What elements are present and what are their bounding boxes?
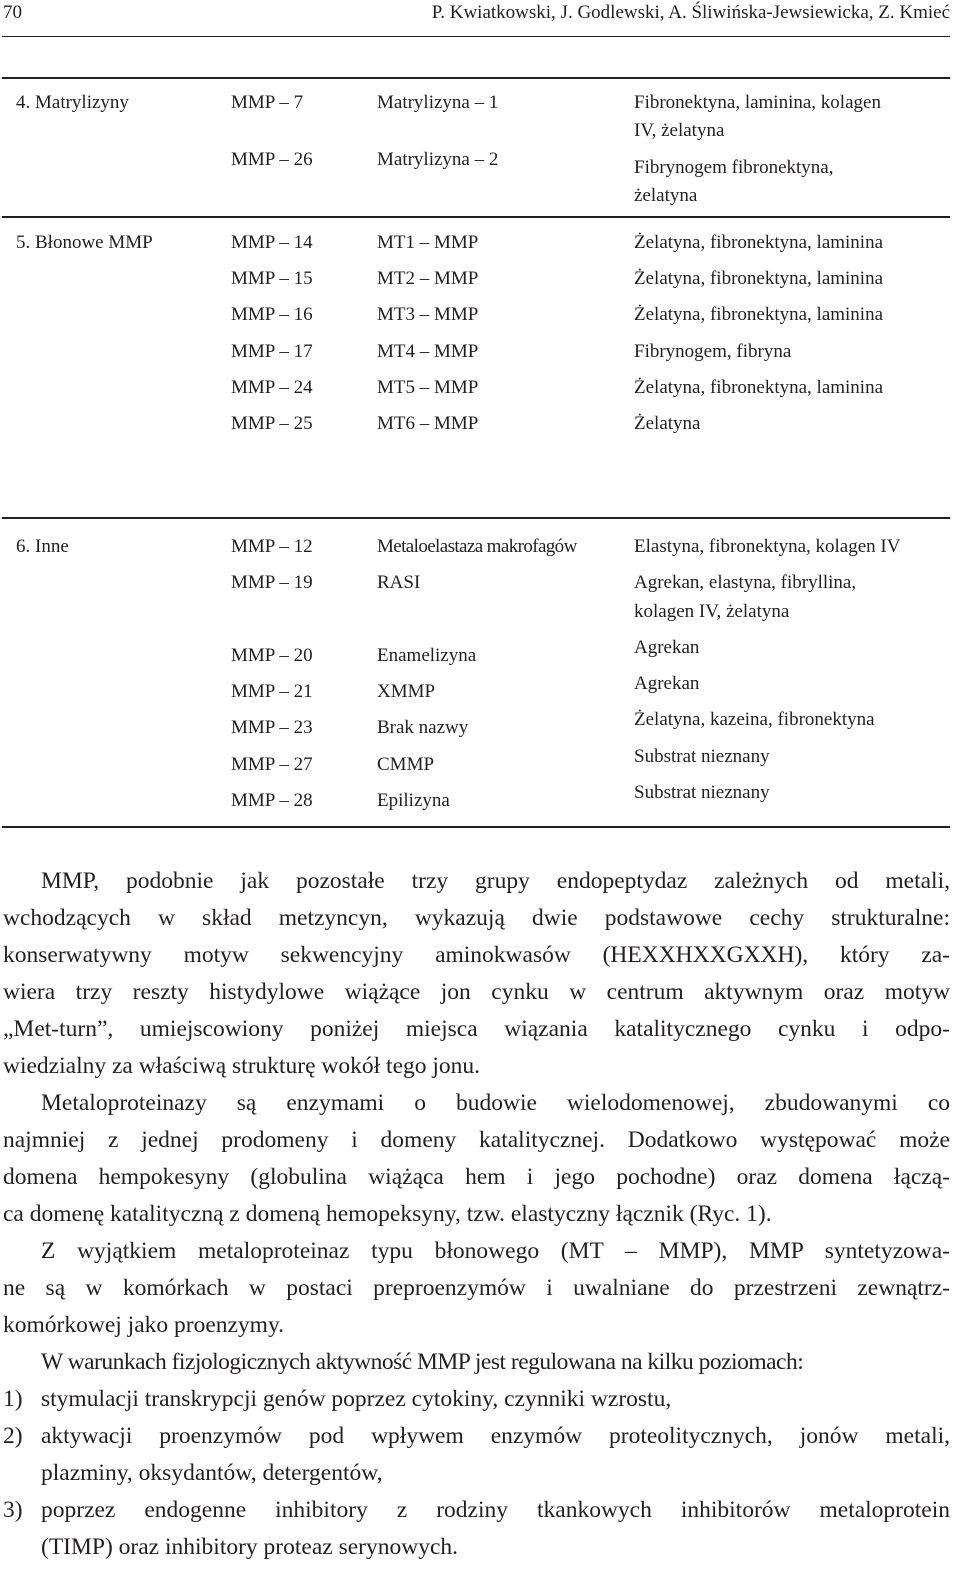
table-top-rule	[2, 77, 950, 79]
table-bottom-rule	[2, 826, 950, 828]
enzyme-name: MT2 – MMP	[377, 268, 479, 289]
enzyme-name: MT4 – MMP	[377, 341, 479, 362]
paragraph-line: wchodzących w skład metzyncyn, wykazują dwie podstawowe cechy strukturalne:	[3, 905, 950, 931]
substrate-text: żelatyna	[634, 185, 698, 206]
group-label-inne: 6. Inne	[16, 536, 69, 557]
group-label-matrylizyny: 4. Matrylizyny	[16, 92, 129, 113]
running-header-authors: P. Kwiatkowski, J. Godlewski, A. Śliwińska-Jewsiewicka, Z. Kmieć	[431, 2, 950, 23]
list-item-text: aktywacji proenzymów pod wpływem enzymów proteolitycznych, jonów metali,	[41, 1423, 950, 1449]
substrate-text: Substrat nieznany	[634, 782, 770, 803]
substrate-text: Agrekan, elastyna, fibryllina,	[634, 572, 857, 593]
enzyme-name: RASI	[377, 572, 421, 593]
paragraph-line: ca domenę katalityczną z domeną hemopeksyny, tzw. elastyczny łącznik (Ryc. 1).	[3, 1201, 772, 1227]
enzyme-name: Brak nazwy	[377, 717, 469, 738]
enzyme-name: Metaloelastaza makrofagów	[377, 536, 577, 557]
enzyme-name: Epilizyna	[377, 790, 450, 811]
substrate-text: IV, żelatyna	[634, 120, 725, 141]
list-item-text: (TIMP) oraz inhibitory proteaz serynowych.	[41, 1534, 458, 1560]
substrate-text: Żelatyna	[634, 413, 701, 434]
substrate-text: kolagen IV, żelatyna	[634, 601, 790, 622]
enzyme-name: CMMP	[377, 754, 435, 775]
substrate-text: Fibronektyna, laminina, kolagen	[634, 92, 881, 113]
paragraph-line: wiera trzy reszty histydylowe wiążące jon cynku w centrum aktywnym oraz motyw	[3, 979, 950, 1005]
list-number: 1)	[3, 1386, 23, 1412]
mmp-code: MMP – 20	[231, 645, 313, 666]
mmp-code: MMP – 23	[231, 717, 313, 738]
paragraph-line: ne są w komórkach w postaci preproenzymów i uwalniane do przestrzeni zewnątrz-	[3, 1275, 950, 1301]
table-group-rule	[2, 216, 950, 218]
substrate-text: Elastyna, fibronektyna, kolagen IV	[634, 536, 901, 557]
paragraph-line: wiedzialny za właściwą strukturę wokół tego jonu.	[3, 1053, 481, 1079]
mmp-code: MMP – 16	[231, 304, 313, 325]
enzyme-name: Enamelizyna	[377, 645, 477, 666]
paragraph-line: MMP, podobnie jak pozostałe trzy grupy endopeptydaz zależnych od metali,	[41, 868, 950, 894]
paragraph-line: Z wyjątkiem metaloproteinaz typu błonowego (MT – MMP), MMP syntetyzowa-	[41, 1238, 950, 1264]
header-rule	[2, 36, 950, 37]
paragraph-line: najmniej z jednej prodomeny i domeny katalitycznej. Dodatkowo występować może	[3, 1127, 950, 1153]
mmp-code: MMP – 25	[231, 413, 313, 434]
mmp-code: MMP – 28	[231, 790, 313, 811]
substrate-text: Żelatyna, fibronektyna, laminina	[634, 304, 884, 325]
enzyme-name: MT5 – MMP	[377, 377, 479, 398]
substrate-text: Żelatyna, fibronektyna, laminina	[634, 377, 884, 398]
mmp-code: MMP – 21	[231, 681, 313, 702]
mmp-code: MMP – 12	[231, 536, 313, 557]
enzyme-name: Matrylizyna – 1	[377, 92, 499, 113]
paragraph-line: domena hempokesyny (globulina wiążąca hem i jego pochodne) oraz domena łączą-	[3, 1164, 950, 1190]
enzyme-name: MT3 – MMP	[377, 304, 479, 325]
substrate-text: Żelatyna, fibronektyna, laminina	[634, 268, 884, 289]
paragraph-line: konserwatywny motyw sekwencyjny aminokwasów (HEXXHXXGXXH), który za-	[3, 942, 950, 968]
enzyme-name: MT6 – MMP	[377, 413, 479, 434]
substrate-text: Agrekan	[634, 673, 700, 694]
list-item-text: plazminy, oksydantów, detergentów,	[41, 1460, 383, 1486]
group-label-blonowe: 5. Błonowe MMP	[16, 232, 153, 253]
mmp-code: MMP – 7	[231, 92, 304, 113]
substrate-text: Żelatyna, fibronektyna, laminina	[634, 232, 884, 253]
paragraph-line: W warunkach fizjologicznych aktywność MMP jest regulowana na kilku poziomach:	[41, 1349, 804, 1375]
substrate-text: Substrat nieznany	[634, 746, 770, 767]
mmp-code: MMP – 14	[231, 232, 313, 253]
list-number: 2)	[3, 1423, 23, 1449]
mmp-code: MMP – 24	[231, 377, 313, 398]
mmp-code: MMP – 17	[231, 341, 313, 362]
substrate-text: Agrekan	[634, 637, 700, 658]
enzyme-name: Matrylizyna – 2	[377, 149, 499, 170]
substrate-text: Fibrynogem fibronektyna,	[634, 157, 834, 178]
mmp-code: MMP – 19	[231, 572, 313, 593]
mmp-code: MMP – 26	[231, 149, 313, 170]
enzyme-name: MT1 – MMP	[377, 232, 479, 253]
list-item-text: stymulacji transkrypcji genów poprzez cytokiny, czynniki wzrostu,	[41, 1386, 672, 1412]
table-group-rule	[2, 517, 950, 519]
substrate-text: Żelatyna, kazeina, fibronektyna	[634, 709, 875, 730]
paragraph-line: komórkowej jako proenzymy.	[3, 1312, 285, 1338]
mmp-code: MMP – 15	[231, 268, 313, 289]
page-number: 70	[3, 2, 22, 23]
paragraph-line: „Met-turn”, umiejscowiony poniżej miejsca wiązania katalitycznego cynku i odpo-	[3, 1016, 950, 1042]
paragraph-line: Metaloproteinazy są enzymami o budowie wielodomenowej, zbudowanymi co	[41, 1090, 950, 1116]
list-number: 3)	[3, 1497, 23, 1523]
substrate-text: Fibrynogem, fibryna	[634, 341, 792, 362]
mmp-code: MMP – 27	[231, 754, 313, 775]
list-item-text: poprzez endogenne inhibitory z rodziny tkankowych inhibitorów metaloprotein	[41, 1497, 950, 1523]
enzyme-name: XMMP	[377, 681, 436, 702]
